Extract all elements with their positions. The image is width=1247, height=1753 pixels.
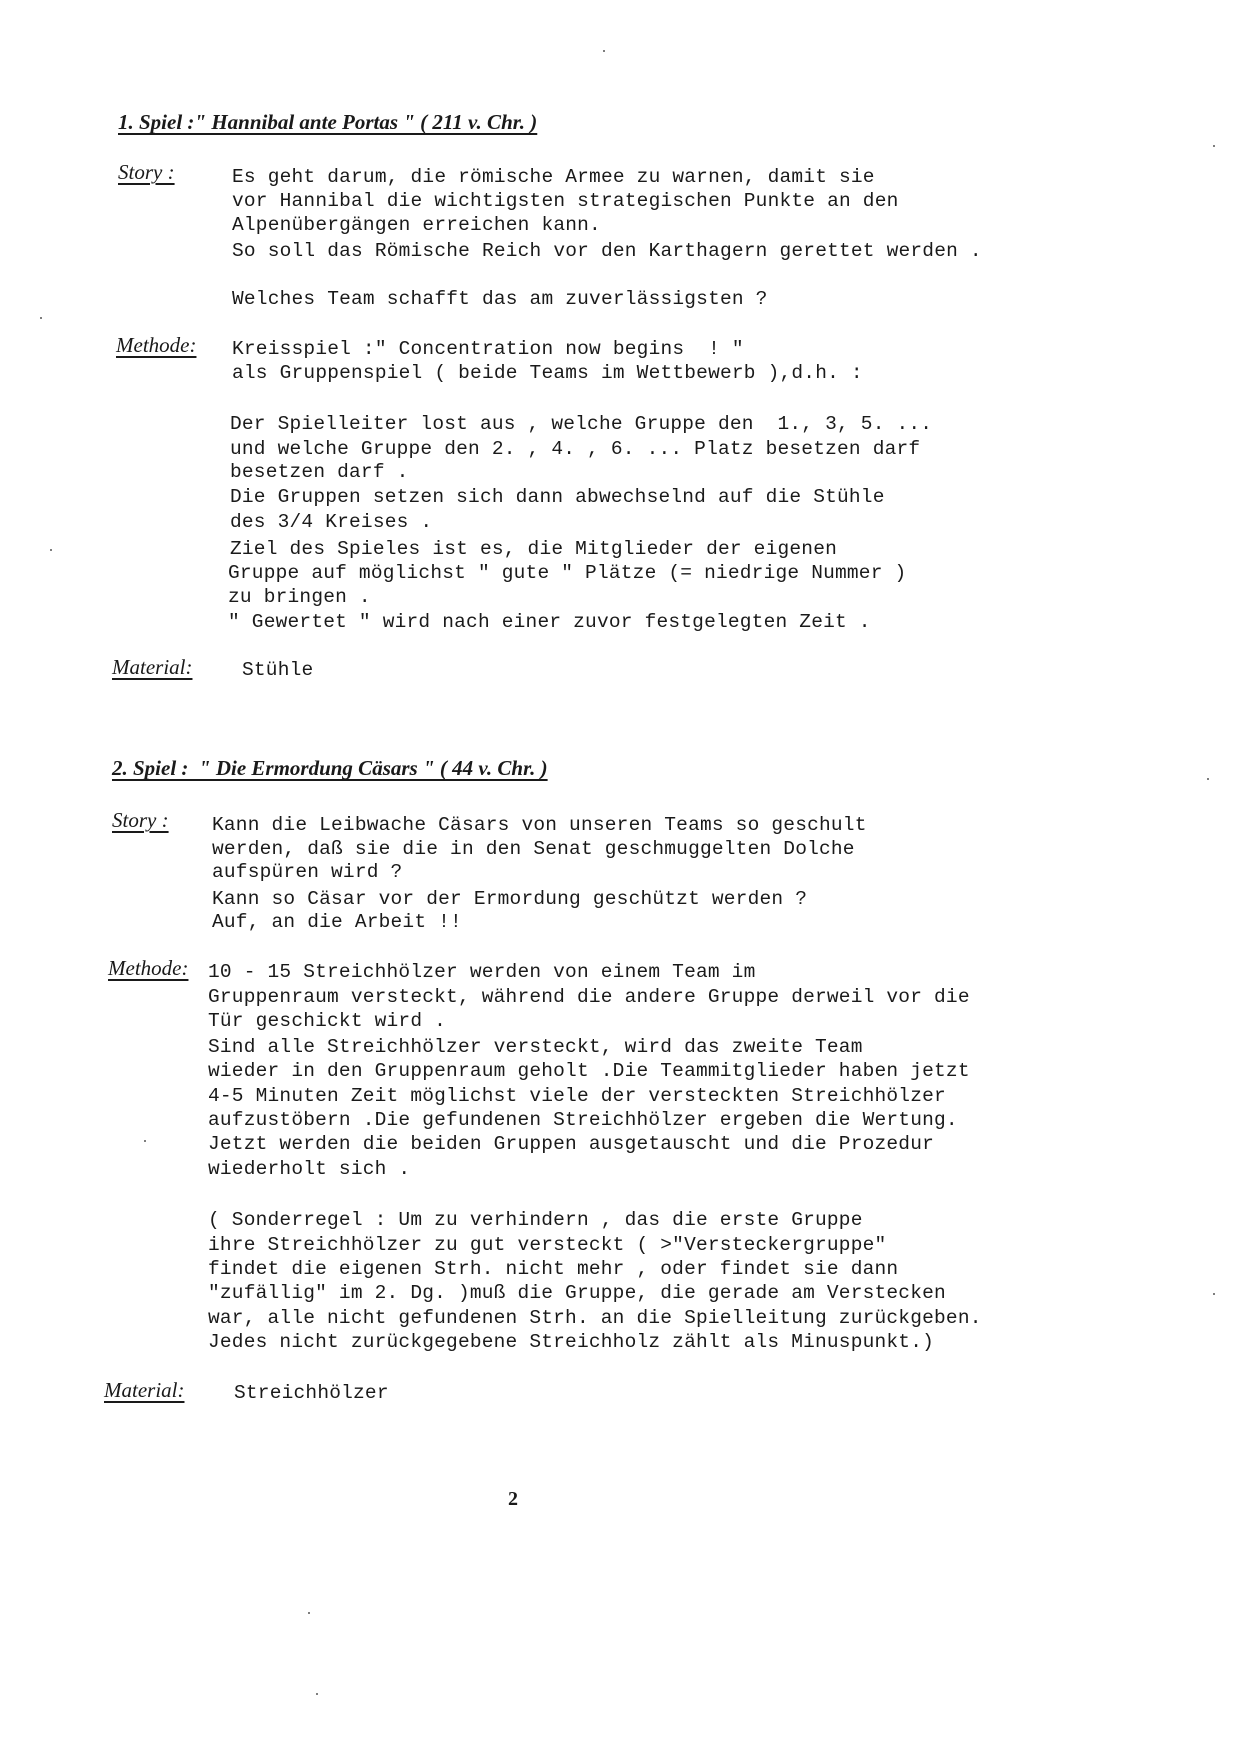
- game1-method-line: Gruppe auf möglichst " gute " Plätze (= niedrige Nummer ): [228, 562, 907, 584]
- game1-method-line: zu bringen .: [228, 586, 371, 608]
- game2-story-line: Auf, an die Arbeit !!: [212, 911, 462, 933]
- game2-method-line: Tür geschickt wird .: [208, 1010, 447, 1032]
- scan-speck: [40, 317, 42, 319]
- scan-speck: [603, 50, 605, 52]
- game1-method-line: als Gruppenspiel ( beide Teams im Wettbewerb ),d.h. :: [232, 362, 863, 384]
- game2-special-rule-line: ( Sonderregel : Um zu verhindern , das die erste Gruppe: [208, 1209, 863, 1231]
- scan-speck: [316, 1693, 318, 1695]
- game2-special-rule-line: Jedes nicht zurückgegebene Streichholz zählt als Minuspunkt.): [208, 1331, 935, 1353]
- game2-method-line: Jetzt werden die beiden Gruppen ausgetauscht und die Prozedur: [208, 1133, 935, 1155]
- game2-method-line: aufzustöbern .Die gefundenen Streichhölzer ergeben die Wertung.: [208, 1109, 958, 1131]
- game2-special-rule-line: "zufällig" im 2. Dg. )muß die Gruppe, die gerade am Verstecken: [208, 1282, 946, 1304]
- game2-title: 2. Spiel : " Die Ermordung Cäsars " ( 44 v. Chr. ): [112, 756, 548, 780]
- game2-method-line: wiederholt sich .: [208, 1158, 411, 1180]
- game1-method-line: Die Gruppen setzen sich dann abwechselnd auf die Stühle: [230, 486, 885, 508]
- game1-material-value: Stühle: [242, 659, 314, 681]
- game2-special-rule-line: ihre Streichhölzer zu gut versteckt ( >"Versteckergruppe": [208, 1234, 887, 1256]
- game2-material-value: Streichhölzer: [234, 1382, 389, 1404]
- game1-material-label: Material:: [112, 655, 193, 679]
- scan-speck: [308, 1612, 310, 1614]
- game1-method-line: des 3/4 Kreises .: [230, 511, 433, 533]
- game2-special-rule-line: war, alle nicht gefundenen Strh. an die Spielleitung zurückgeben.: [208, 1307, 982, 1329]
- game1-story-label: Story :: [118, 160, 175, 184]
- scan-speck: [1213, 1293, 1215, 1295]
- game1-method-line: Der Spielleiter lost aus , welche Gruppe den 1., 3, 5. ...: [230, 413, 933, 435]
- game2-method-line: 10 - 15 Streichhölzer werden von einem Team im: [208, 961, 756, 983]
- page-number: 2: [508, 1488, 518, 1510]
- game1-method-line: " Gewertet " wird nach einer zuvor festgelegten Zeit .: [228, 611, 871, 633]
- game2-story-line: werden, daß sie die in den Senat geschmuggelten Dolche: [212, 838, 855, 860]
- game2-story-line: Kann die Leibwache Cäsars von unseren Teams so geschult: [212, 814, 867, 836]
- scan-speck: [50, 549, 52, 551]
- game2-special-rule-line: findet die eigenen Strh. nicht mehr , oder findet sie dann: [208, 1258, 899, 1280]
- game1-method-line: Kreisspiel :" Concentration now begins ! ": [232, 338, 744, 360]
- scan-speck: [1213, 145, 1215, 147]
- game2-story-label: Story :: [112, 808, 169, 832]
- game2-material-label: Material:: [104, 1378, 185, 1402]
- game2-method-line: Sind alle Streichhölzer versteckt, wird das zweite Team: [208, 1036, 863, 1058]
- game1-story-line: Es geht darum, die römische Armee zu warnen, damit sie: [232, 166, 875, 188]
- game1-method-line: Ziel des Spieles ist es, die Mitglieder der eigenen: [230, 538, 837, 560]
- game2-method-line: wieder in den Gruppenraum geholt .Die Teammitglieder haben jetzt: [208, 1060, 970, 1082]
- scan-speck: [144, 1140, 146, 1142]
- game1-story-line: Welches Team schafft das am zuverlässigsten ?: [232, 288, 768, 310]
- game1-title: 1. Spiel :" Hannibal ante Portas " ( 211 v. Chr. ): [118, 110, 538, 134]
- scan-speck: [1207, 778, 1209, 780]
- game2-story-line: Kann so Cäsar vor der Ermordung geschützt werden ?: [212, 888, 808, 910]
- game1-story-line: vor Hannibal die wichtigsten strategischen Punkte an den: [232, 190, 899, 212]
- game1-method-line: und welche Gruppe den 2. , 4. , 6. ... Platz besetzen darf: [230, 438, 921, 460]
- game2-method-label: Methode:: [108, 956, 189, 980]
- game1-method-line: besetzen darf .: [230, 461, 409, 483]
- game2-method-line: 4-5 Minuten Zeit möglichst viele der versteckten Streichhölzer: [208, 1085, 946, 1107]
- game1-method-label: Methode:: [116, 333, 197, 357]
- game2-method-line: Gruppenraum versteckt, während die andere Gruppe derweil vor die: [208, 986, 970, 1008]
- game1-story-line: So soll das Römische Reich vor den Karthagern gerettet werden .: [232, 240, 982, 262]
- game2-story-line: aufspüren wird ?: [212, 861, 403, 883]
- game1-story-line: Alpenübergängen erreichen kann.: [232, 214, 601, 236]
